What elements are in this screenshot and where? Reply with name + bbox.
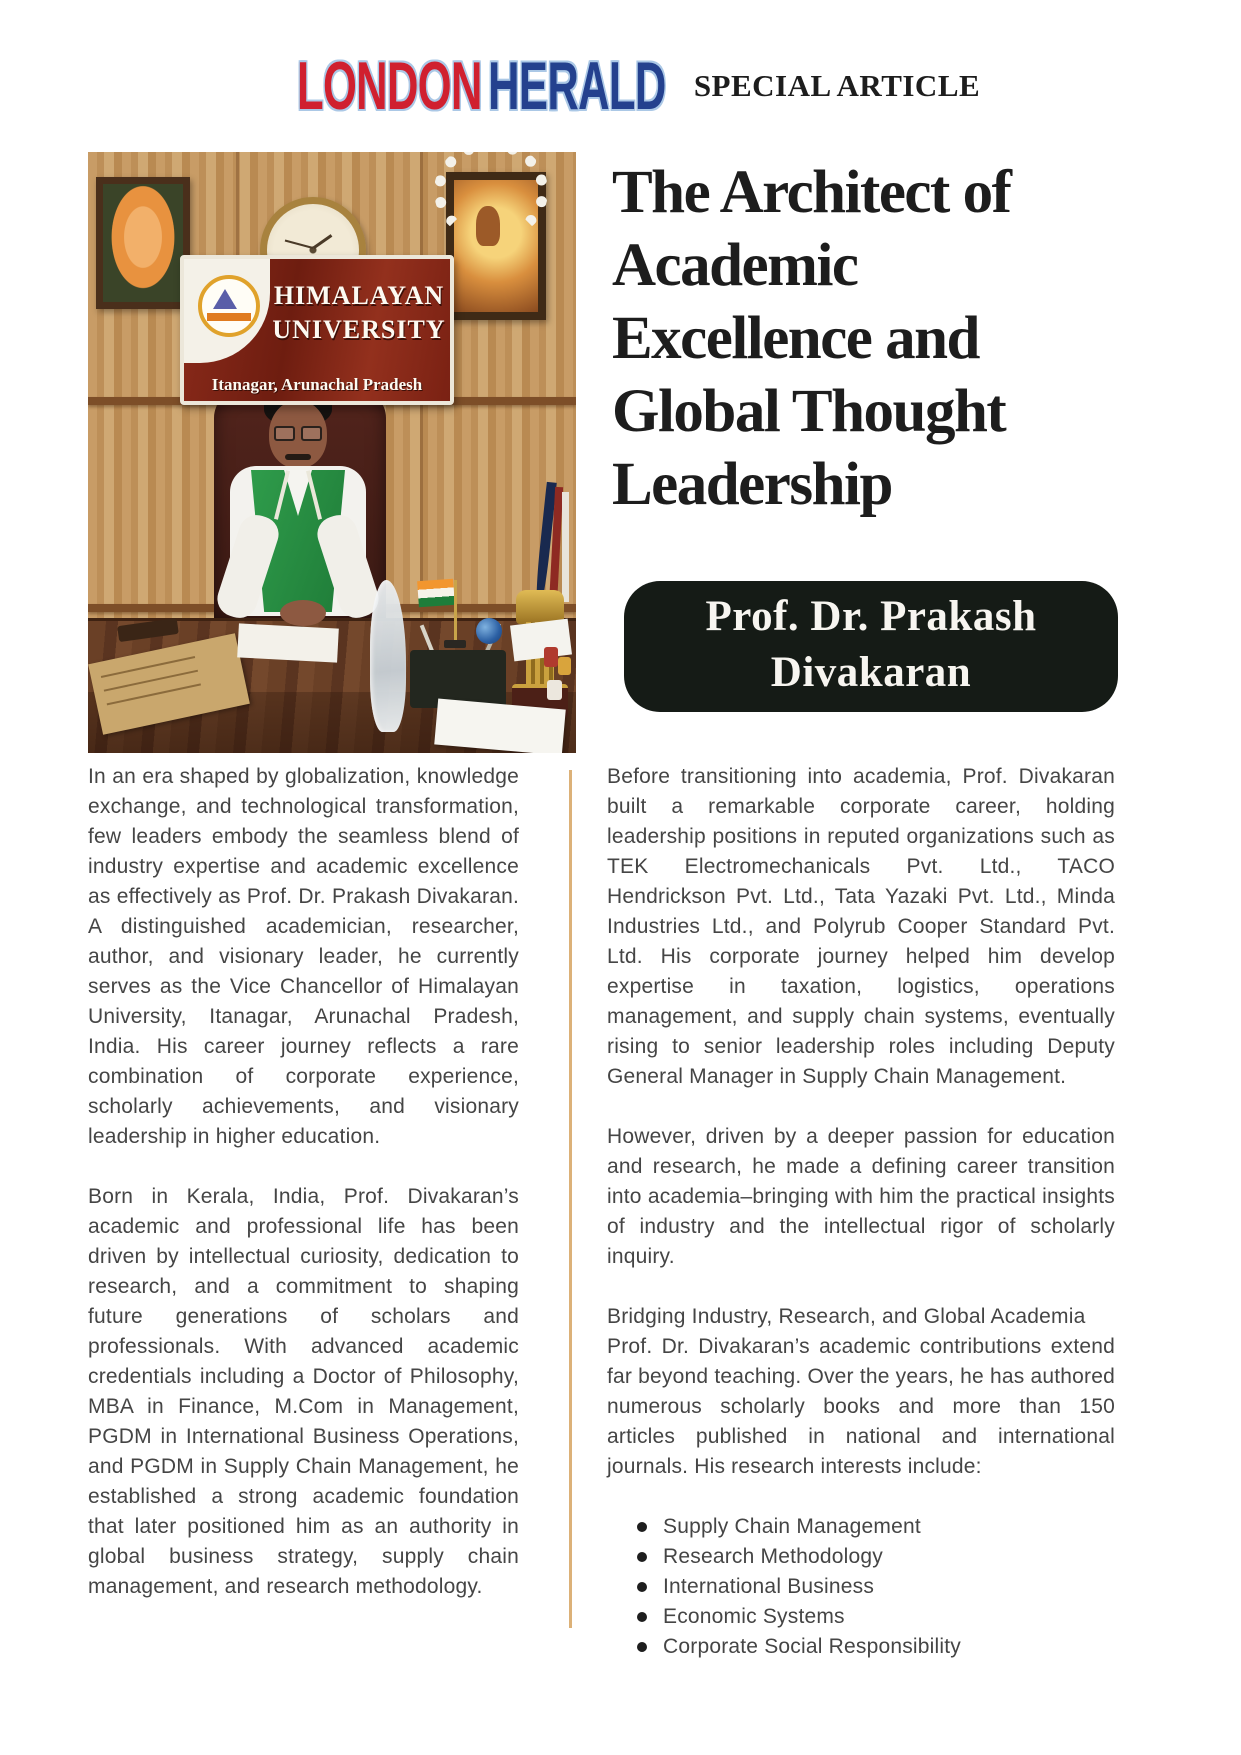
section-subheading: Bridging Industry, Research, and Global Academia <box>607 1305 1086 1328</box>
flag-base <box>444 640 466 648</box>
list-item: Supply Chain Management <box>607 1512 1115 1542</box>
name-badge <box>624 581 1118 712</box>
university-emblem <box>198 275 260 337</box>
headline-line: The Architect of <box>612 159 1011 226</box>
column-divider <box>569 770 572 1628</box>
list-item: Research Methodology <box>607 1542 1115 1572</box>
sign-title-line2: UNIVERSITY <box>272 315 446 344</box>
logo-text <box>296 48 666 124</box>
list-item: International Business <box>607 1572 1115 1602</box>
profile-photo <box>88 152 576 753</box>
list-item: Economic Systems <box>607 1602 1115 1632</box>
paragraph-text: Prof. Dr. Divakaran’s academic contributions extend far beyond teaching. Over the years, he has authored numerous scholarly books and more than 150 articles published in national and international journals. His research interests include: <box>607 1335 1115 1478</box>
paragraph-corporate-career: Before transitioning into academia, Prof. Divakaran built a remarkable corporate career, holding leadership positions in reputed organizations such as TEK Electromechanicals Pvt. Ltd., TACO Hendrickson Pvt. Ltd., Tata Yazaki Pvt. Ltd., Minda Industries Ltd., and Polyrub Cooper Standard Pvt. Ltd. His corporate journey helped him develop expertise in taxation, logistics, operations management, and supply chain systems, eventually rising to senior leadership roles including Deputy General Manager in Supply Chain Management. <box>607 765 1115 1088</box>
headline-line: Leadership <box>612 451 892 518</box>
india-flag <box>417 579 455 607</box>
portrait-hands <box>280 600 326 626</box>
badge-name-line1: Prof. Dr. Prakash <box>705 593 1037 640</box>
special-article-label: SPECIAL ARTICLE <box>693 68 981 103</box>
shelf-item <box>558 657 571 675</box>
headline-line: Academic <box>612 232 858 299</box>
paragraph-intro: In an era shaped by globalization, knowledge exchange, and technological transformation, few leaders embody the seamless blend of industry expertise and academic excellence as effectively as Prof. Dr. Prakash Divakaran. A distinguished academician, researcher, author, and visionary leader, he currently serves as the Vice Chancellor of Himalayan University, Itanagar, Arunachal Pradesh, India. His career journey reflects a rare combination of corporate experience, scholarly achievements, and visionary leadership in higher education. <box>88 765 519 1148</box>
logo-word-london: LONDON <box>296 48 482 124</box>
desk-paper <box>510 619 572 662</box>
london-herald-logo <box>296 48 682 124</box>
headline-line: Excellence and <box>612 305 979 372</box>
university-sign <box>180 255 454 405</box>
shelf-item <box>544 647 558 667</box>
shelf-item <box>547 680 562 700</box>
sign-title-line1: HIMALAYAN <box>273 281 445 310</box>
logo-word-herald: HERALD <box>487 48 666 124</box>
paragraph-background: Born in Kerala, India, Prof. Divakaran’s academic and professional life has been driven by intellectual curiosity, dedication to research, and a commitment to shaping future generations of scholars and professionals. With advanced academic credentials including a Doctor of Philosophy, MBA in Finance, M.Com in Management, PGDM in International Business Operations, and PGDM in Supply Chain Management, he established a strong academic foundation that later positioned him as an authority in global business strategy, supply chain management, and research methodology. <box>88 1185 519 1598</box>
flower-picture-frame <box>96 177 190 309</box>
portrait-mustache <box>285 454 311 460</box>
left-column <box>88 762 519 1632</box>
sign-subtitle: Itanagar, Arunachal Pradesh <box>211 375 423 394</box>
desk-globe <box>476 618 502 644</box>
flag-pole <box>454 580 457 642</box>
research-interests-list <box>607 1512 1115 1662</box>
desk-paper <box>237 623 339 662</box>
list-item: Corporate Social Responsibility <box>607 1632 1115 1662</box>
masthead <box>0 50 1241 122</box>
paragraph-career-transition: However, driven by a deeper passion for education and research, he made a defining career transition into academia–bringing with him the practical insights of industry and the intellectual rigor of scholarly inquiry. <box>607 1125 1115 1268</box>
badge-name-line2: Divakaran <box>770 649 972 696</box>
portrait-glasses <box>274 426 322 438</box>
page-title <box>612 156 1128 521</box>
right-column <box>607 762 1115 1662</box>
paragraph-academic-contributions <box>607 1302 1115 1482</box>
hanging-ribbon <box>562 492 569 602</box>
headline-line: Global Thought <box>612 378 1006 445</box>
